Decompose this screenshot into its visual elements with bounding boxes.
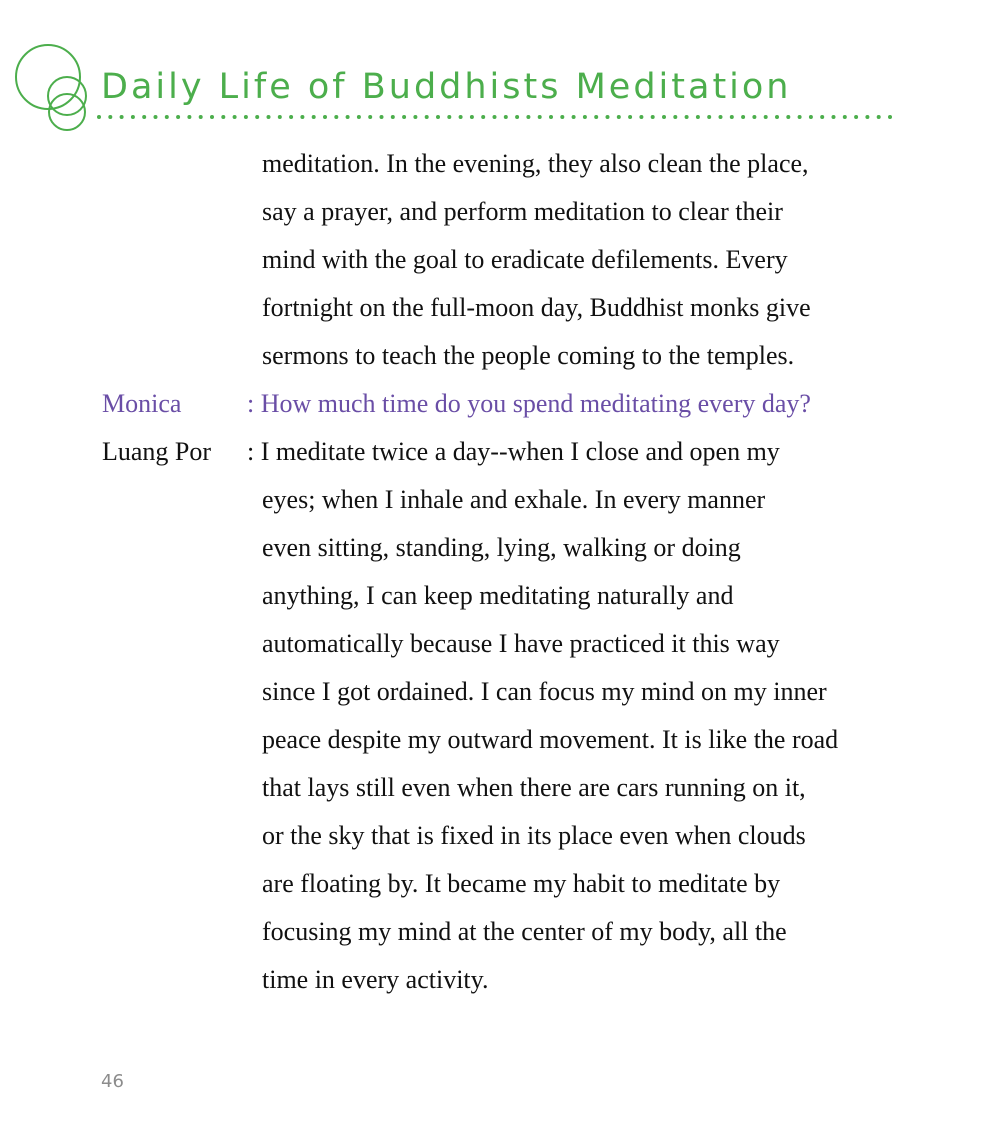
divider-dot [481,115,485,119]
divider-dot [606,115,610,119]
divider-dot [165,115,169,119]
divider-dot [526,115,530,119]
answer-line: time in every activity. [262,965,489,994]
answer-line: automatically because I have practiced it this way [262,629,780,658]
divider-dot [357,115,361,119]
divider-dot [402,115,406,119]
divider-dot [300,115,304,119]
answer-line: that lays still even when there are cars running on it, [262,773,806,802]
divider-dot [131,115,135,119]
answer-line: peace despite my outward movement. It is like the road [262,725,839,754]
divider-dot [775,115,779,119]
divider-dot [221,115,225,119]
divider-dot [662,115,666,119]
divider-dot [346,115,350,119]
divider-dot [368,115,372,119]
divider-dot [707,115,711,119]
answer-line: focusing my mind at the center of my body, all the [262,917,787,946]
divider-dot [809,115,813,119]
divider-dot [436,115,440,119]
answer-line: anything, I can keep meditating naturally and [262,581,734,610]
page-header-title: Daily Life of Buddhists Meditation [101,67,792,107]
divider-dot [187,115,191,119]
continuation-line: mind with the goal to eradicate defilements. Every [262,245,788,274]
divider-dot [391,115,395,119]
divider-dot [493,115,497,119]
divider-dot [278,115,282,119]
divider-dot [515,115,519,119]
answer-speaker: Luang Por [102,437,212,466]
divider-dot [154,115,158,119]
divider-dot [877,115,881,119]
divider-dot [572,115,576,119]
divider-dot [176,115,180,119]
divider-dot [865,115,869,119]
continuation-line: fortnight on the full-moon day, Buddhist monks give [262,293,811,322]
divider-dot [108,115,112,119]
divider-dot [255,115,259,119]
continuation-line: sermons to teach the people coming to the temples. [262,341,795,370]
divider-dot [380,115,384,119]
page-number: 46 [101,1071,124,1092]
overlapping-circles-icon [12,40,92,136]
divider-dot [854,115,858,119]
answer-line: : I meditate twice a day--when I close and open my [247,437,780,466]
divider-dot [651,115,655,119]
question-text: : How much time do you spend meditating every day? [247,389,811,418]
continuation-line: meditation. In the evening, they also clean the place, [262,149,809,178]
divider-dot [413,115,417,119]
divider-dot [560,115,564,119]
continuation-line: say a prayer, and perform meditation to clear their [262,197,783,226]
divider-dot [628,115,632,119]
divider-dot [470,115,474,119]
divider-dot [696,115,700,119]
divider-dot [583,115,587,119]
divider-dot [639,115,643,119]
divider-dot [832,115,836,119]
answer-line: eyes; when I inhale and exhale. In every manner [262,485,766,514]
divider-dot [120,115,124,119]
divider-dot [334,115,338,119]
divider-dot [425,115,429,119]
divider-dot [447,115,451,119]
divider-dot [594,115,598,119]
divider-dot [312,115,316,119]
divider-dot [244,115,248,119]
divider-dot [798,115,802,119]
divider-dot [617,115,621,119]
divider-dot [820,115,824,119]
answer-line: even sitting, standing, lying, walking or doing [262,533,741,562]
divider-dot [142,115,146,119]
divider-dot [685,115,689,119]
divider-dot [673,115,677,119]
divider-dot [267,115,271,119]
divider-dot [741,115,745,119]
divider-dot [764,115,768,119]
divider-dot [888,115,892,119]
divider-dot [786,115,790,119]
answer-line: are floating by. It became my habit to meditate by [262,869,781,898]
divider-dot [549,115,553,119]
divider-dot [730,115,734,119]
divider-dot [323,115,327,119]
divider-dot [504,115,508,119]
divider-dot [843,115,847,119]
dotted-divider [96,114,902,120]
answer-line: since I got ordained. I can focus my mind on my inner [262,677,827,706]
divider-dot [719,115,723,119]
divider-dot [459,115,463,119]
divider-dot [538,115,542,119]
divider-dot [289,115,293,119]
divider-dot [97,115,101,119]
divider-dot [210,115,214,119]
question-speaker: Monica [102,389,182,418]
divider-dot [233,115,237,119]
divider-dot [199,115,203,119]
answer-line: or the sky that is fixed in its place even when clouds [262,821,806,850]
divider-dot [752,115,756,119]
